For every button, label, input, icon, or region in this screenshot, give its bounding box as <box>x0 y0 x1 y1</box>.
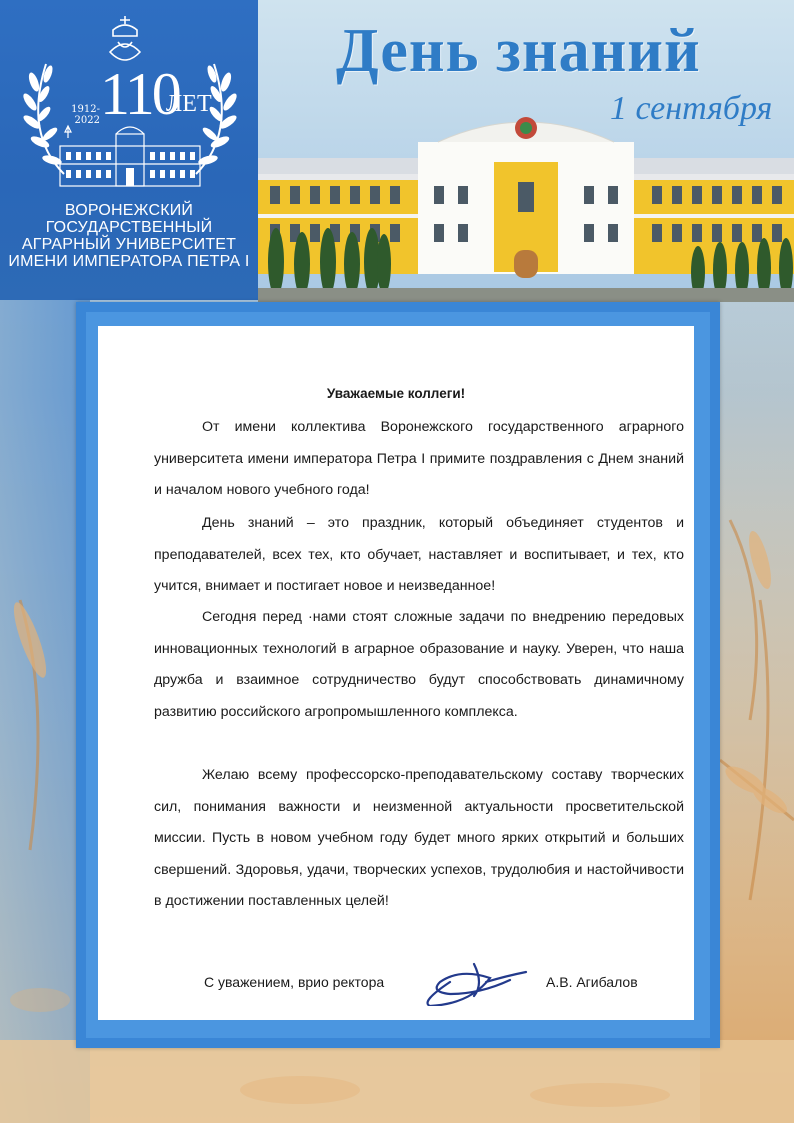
letter-paragraph: День знаний – это праздник, который объединяет студентов и преподавателей, всех тех, кто обучает, наставляет и воспитывает, и тех, кто учится, внимает и постигает новое и неизведанное! <box>154 515 684 595</box>
event-date: 1 сентября <box>610 90 773 127</box>
anniversary-years: 1912-2022 <box>71 104 100 126</box>
letter-paragraph: Желаю всему профессорско-преподавательскому составу творческих сил, понимания важности и неизменной актуальности просветительской миссии. Пусть в новом учебном году будет много ярких открытий и больших свершений. Здоровья, удачи, творческих успехов, трудолюбия и настойчивости в достижении поставленных целей! <box>154 767 684 910</box>
letter-paper <box>98 326 694 1020</box>
letter-greeting: Уважаемые коллеги! <box>326 386 466 401</box>
signature-image <box>420 952 532 1006</box>
letter-paragraph: От имени коллектива Воронежского государственного аграрного университета имени императора Петра I примите поздравления с Днем знаний и началом нового учебного года! <box>154 419 684 499</box>
anniversary-word: ЛЕТ <box>166 91 212 117</box>
page-title: День знаний <box>336 17 701 85</box>
letter-paragraph: Сегодня перед ·нами стоят сложные задачи по внедрению передовых инновационных технологий в аграрное образование и науку. Уверен, что наша дружба и взаимное сотрудничество будут способствовать динамичному развитию российского агропромышленного комплекса. <box>154 609 684 720</box>
university-building-image <box>258 102 794 302</box>
university-logo-panel <box>0 0 258 300</box>
university-name <box>0 202 258 270</box>
university-name-line: ГОСУДАРСТВЕННЫЙ <box>45 219 213 236</box>
anniversary-number: 110 <box>100 61 179 127</box>
letter-closing: С уважением, врио ректора <box>204 974 385 990</box>
letter-frame <box>76 302 720 1048</box>
letter-signer: А.В. Агибалов <box>546 974 638 990</box>
university-name-line: ВОРОНЕЖСКИЙ <box>64 202 194 219</box>
university-name-line: ИМЕНИ ИМПЕРАТОРА ПЕТРА I <box>8 253 250 270</box>
university-name-line: АГРАРНЫЙ УНИВЕРСИТЕТ <box>21 236 237 253</box>
